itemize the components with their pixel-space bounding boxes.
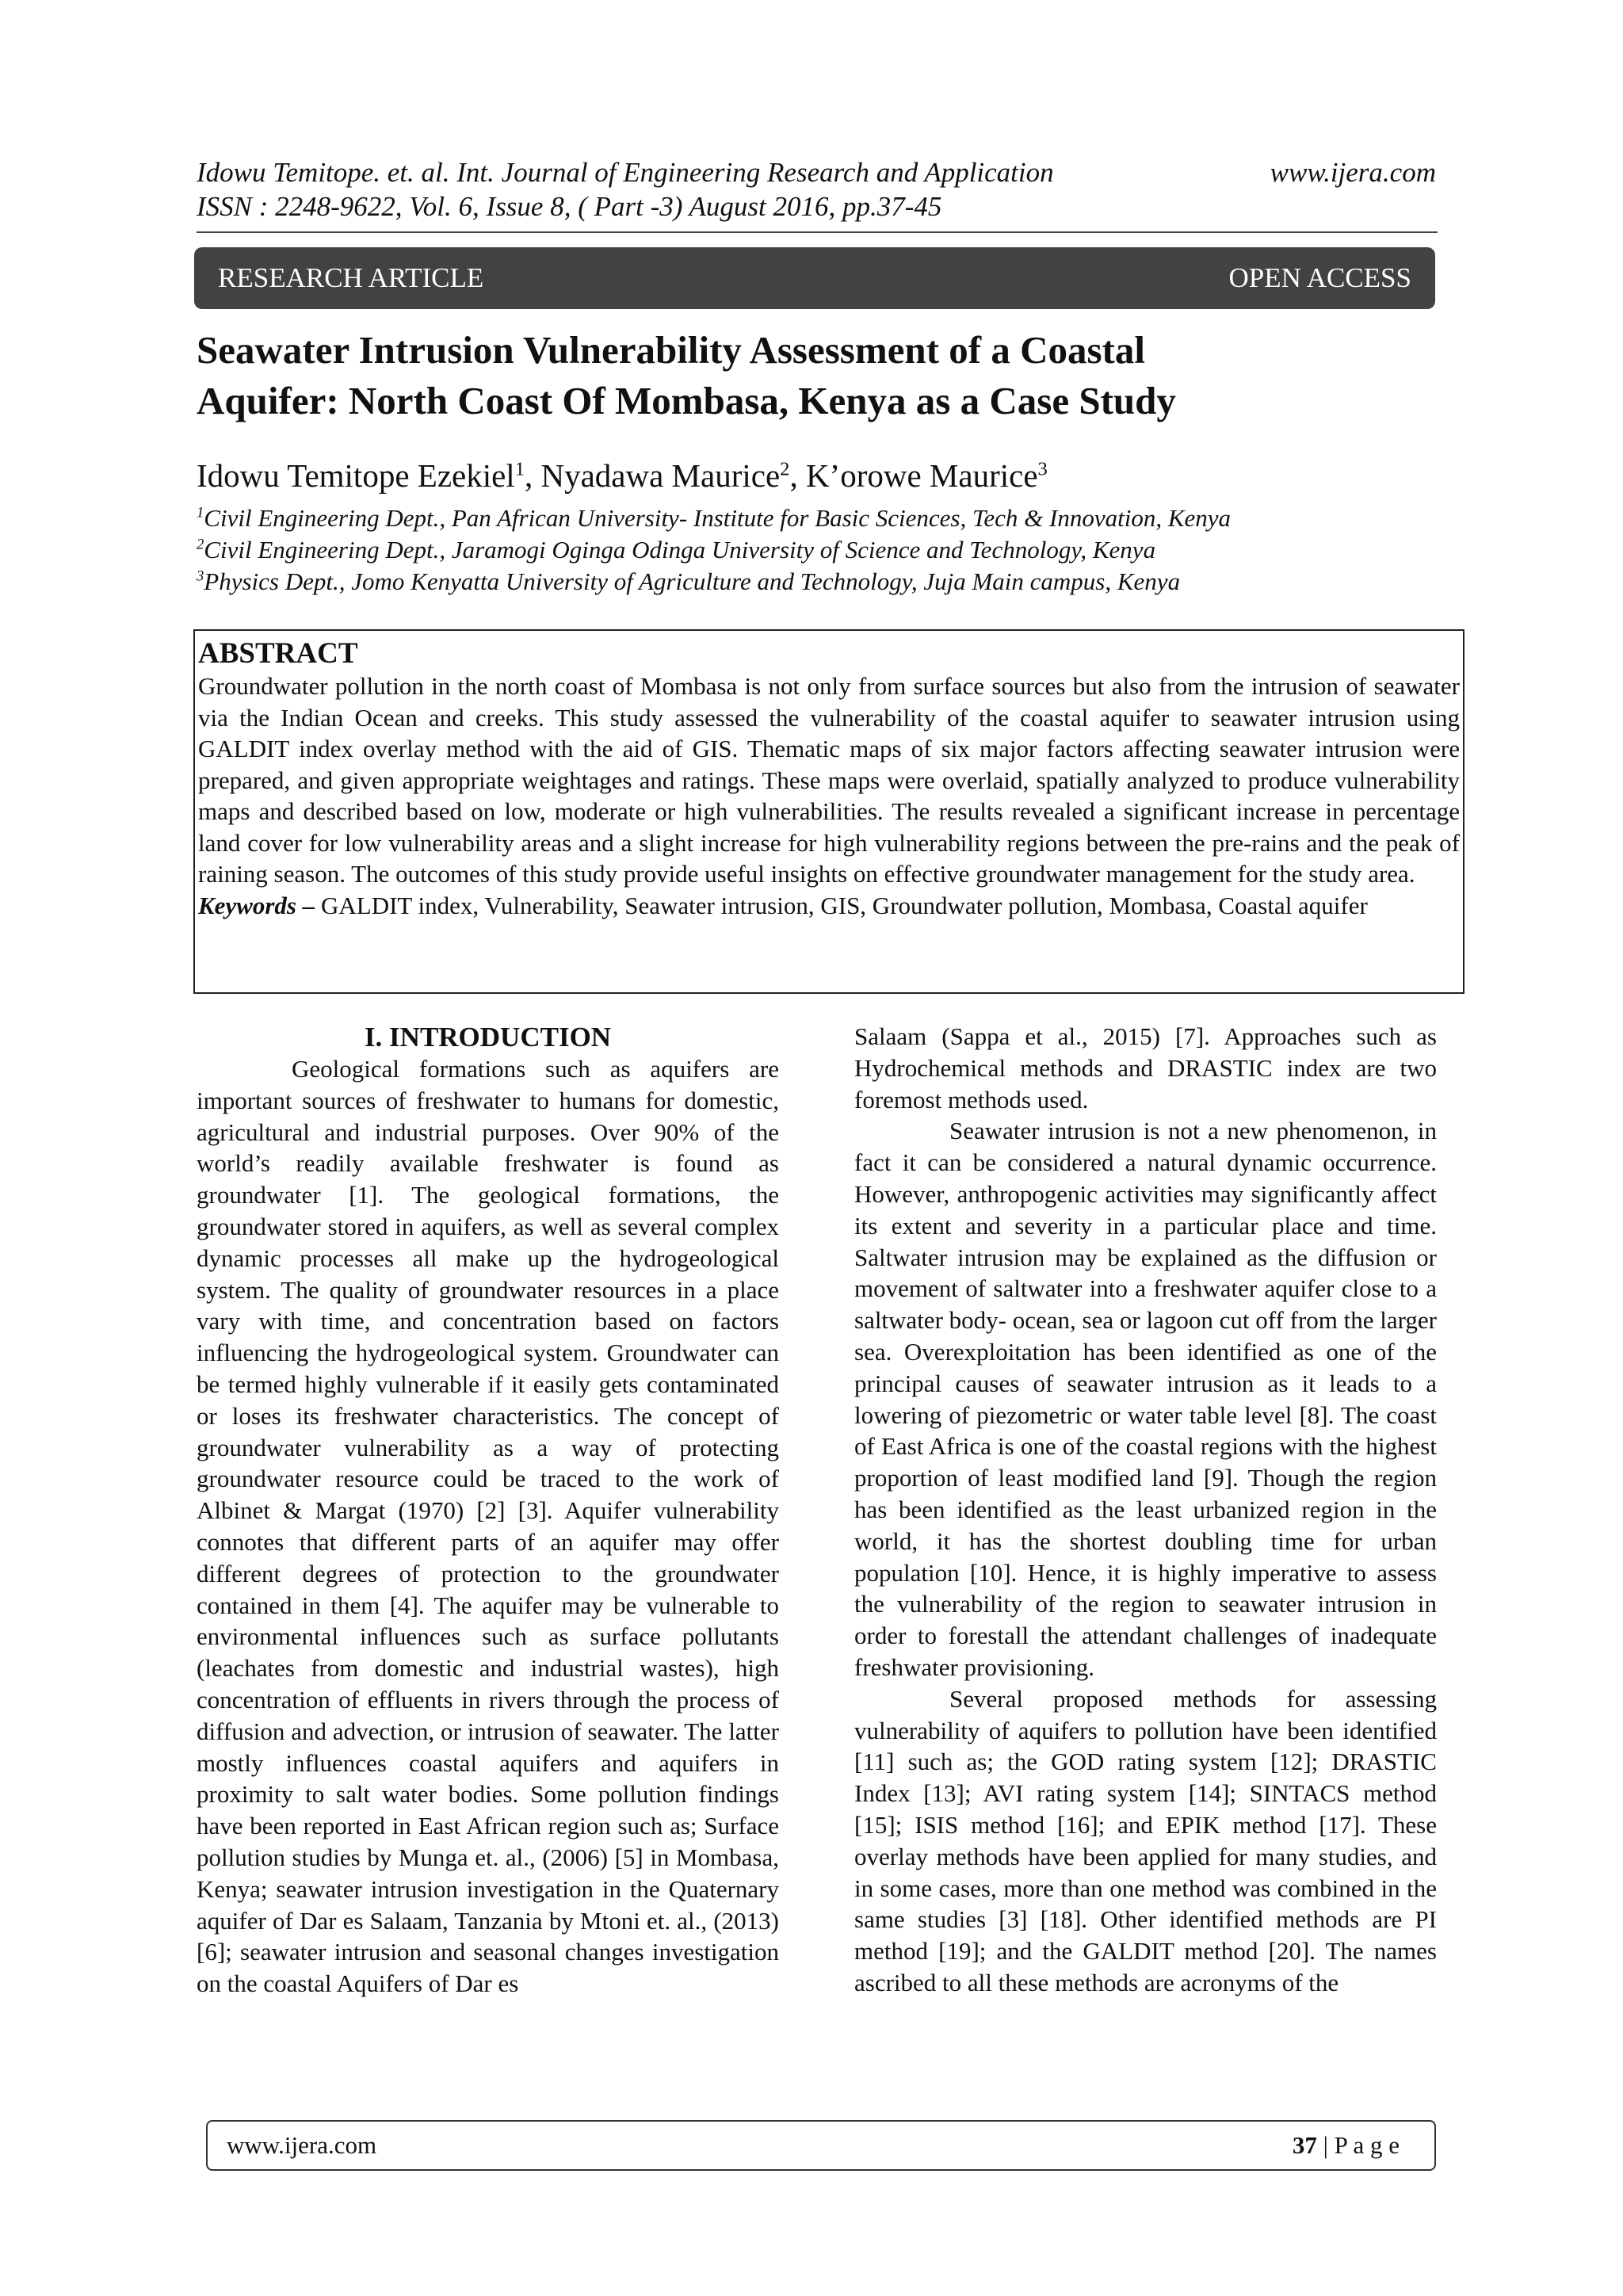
header-website-link[interactable]: www.ijera.com: [1270, 157, 1436, 188]
page-number: [1293, 2131, 1400, 2160]
affiliation-sup: 2: [197, 536, 204, 553]
title-line-1: Seawater Intrusion Vulnerability Assessment of a Coastal: [197, 328, 1145, 372]
open-access-label: OPEN ACCESS: [1228, 262, 1411, 293]
author-sup: 3: [1037, 458, 1048, 480]
keywords-label: Keywords –: [198, 891, 315, 919]
affiliation-sup: 1: [197, 504, 204, 521]
affiliation-list: [197, 502, 1449, 598]
right-column: [854, 1021, 1437, 1999]
section-heading-introduction: I. INTRODUCTION: [364, 1022, 612, 1052]
intro-paragraph-1: Geological formations such as aquifers are important sources of freshwater to humans for domestic, agricultural and industrial purposes. Over 90% of the world’s readily available freshwater is found as groundwater [1]. The geological formations, the groundwater stored in aquifers, as well as several complex dynamic processes all make up the hydrogeological system. The quality of groundwater resources in a place vary with time, and concentration based on factors influencing the hydrogeological system. Groundwater can be termed highly vulnerable if it easily gets contaminated or loses its freshwater characteristics. The concept of groundwater vulnerability as a way of protecting groundwater resource could be traced to the work of Albinet & Margat (1970) [2] [3]. Aquifer vulnerability connotes that different parts of an aquifer may offer different degrees of protection to the groundwater contained in them [4]. The aquifer may be vulnerable to environmental influences such as surface pollutants (leachates from domestic and industrial wastes), high concentration of effluents in rivers through the process of diffusion and advection, or intrusion of seawater. The latter mostly influences coastal aquifers and aquifers in proximity to salt water bodies. Some pollution findings have been reported in East African region such as; Surface pollution studies by Munga et. al., (2006) [5] in Mombasa, Kenya; seawater intrusion investigation in the Quaternary aquifer of Dar es Salaam, Tanzania by Mtoni et. al., (2013) [6]; seawater intrusion and seasonal changes investigation on the coastal Aquifers of Dar es: [197, 1055, 779, 1998]
journal-line-1: Idowu Temitope. et. al. Int. Journal of Engineering Research and Application: [197, 157, 1054, 188]
affiliation-3: [197, 566, 1449, 598]
footer-website-link[interactable]: www.ijera.com: [227, 2131, 377, 2159]
author-2: [541, 457, 790, 494]
article-type-banner: [194, 247, 1435, 309]
author-name: Idowu Temitope Ezekiel: [197, 457, 515, 494]
intro-paragraph-3: Several proposed methods for assessing vulnerability of aquifers to pollution have been identified [11] such as; the GOD rating system [12]; DRASTIC Index [13]; AVI rating system [14]; SINTACS method [15]; ISIS method [16]; and EPIK method [17]. These overlay methods have been applied for many studies, and in some cases, more than one method was combined in the same studies [3] [18]. Other identified methods are PI method [19]; and the GALDIT method [20]. The names ascribed to all these methods are acronyms of the: [854, 1684, 1437, 1996]
abstract-text: Groundwater pollution in the north coast of Mombasa is not only from surface sources but also from the intrusion of seawater via the Indian Ocean and creeks. This study assessed the vulnerability of the coastal aquifer to seawater intrusion using GALDIT index overlay method with the aid of GIS. Thematic maps of six major factors affecting seawater intrusion were prepared, and given appropriate weightages and ratings. These maps were overlaid, spatially analyzed to produce vulnerability maps and described based on low, moderate or high vulnerabilities. The results revealed a significant increase in percentage land cover for low vulnerability areas and a slight increase for high vulnerability regions between the pre-rains and the peak of raining season. The outcomes of this study provide useful insights on effective groundwater management for the study area.: [198, 672, 1460, 888]
author-3: [806, 457, 1048, 494]
intro-paragraph-continued: Salaam (Sappa et al., 2015) [7]. Approaches such as Hydrochemical methods and DRASTIC index are two foremost methods used.: [854, 1022, 1437, 1114]
abstract-heading: ABSTRACT: [198, 637, 358, 670]
author-sup: 1: [514, 458, 525, 480]
affiliation-sup: 3: [197, 567, 204, 585]
affiliation-1: [197, 502, 1449, 534]
affiliation-text: Civil Engineering Dept., Pan African University- Institute for Basic Sciences, Tech & Innovation, Kenya: [204, 504, 1232, 532]
affiliation-text: Civil Engineering Dept., Jaramogi Oginga Odinga University of Science and Technology, Kenya: [204, 536, 1156, 563]
title-line-2: Aquifer: North Coast Of Mombasa, Kenya as a Case Study: [197, 379, 1176, 422]
affiliation-text: Physics Dept., Jomo Kenyatta University of Agriculture and Technology, Juja Main campus, Kenya: [204, 567, 1181, 595]
paper-title: [197, 325, 1433, 426]
affiliation-2: [197, 534, 1449, 566]
intro-paragraph-2: Seawater intrusion is not a new phenomenon, in fact it can be considered a natural dynamic occurrence. However, anthropogenic activities may significantly affect its extent and severity in a particular place and time. Saltwater intrusion may be explained as the diffusion or movement of saltwater into a freshwater aquifer close to a saltwater body- ocean, sea or lagoon cut off from the larger sea. Overexploitation has been identified as one of the principal causes of seawater intrusion as it leads to a lowering of piezometric or water table level [8]. The coast of East Africa is one of the coastal regions with the highest proportion of least modified land [9]. Though the region has been identified as the least urbanized region in the world, it has the shortest doubling time for urban population [10]. Hence, it is highly imperative to assess the vulnerability of the region to seawater intrusion in order to forestall the attendant challenges of inadequate freshwater provisioning.: [854, 1117, 1437, 1681]
page-number-value: 37: [1292, 2131, 1317, 2159]
keywords-text: GALDIT index, Vulnerability, Seawater intrusion, GIS, Groundwater pollution, Mombasa, Coastal aquifer: [321, 891, 1368, 919]
author-name: Nyadawa Maurice: [540, 457, 781, 494]
research-article-label: RESEARCH ARTICLE: [218, 262, 484, 293]
keywords: [198, 890, 1460, 922]
author-name: K’orowe Maurice: [805, 457, 1038, 494]
page-label: | P a g e: [1323, 2131, 1400, 2159]
header-divider: [197, 231, 1438, 233]
abstract-box: [193, 629, 1465, 994]
author-sup: 2: [780, 458, 790, 480]
journal-line-2: ISSN : 2248-9622, Vol. 6, Issue 8, ( Part -3) August 2016, pp.37-45: [197, 191, 942, 222]
page-footer: [206, 2120, 1436, 2171]
running-header: [197, 155, 1227, 223]
left-column: [197, 1021, 779, 2000]
author-1: [197, 457, 525, 494]
author-list: Idowu Temitope Ezekiel$^1$, Nyadawa Maurice$^2$, K’orowe Maurice$^3$: [197, 457, 1048, 494]
